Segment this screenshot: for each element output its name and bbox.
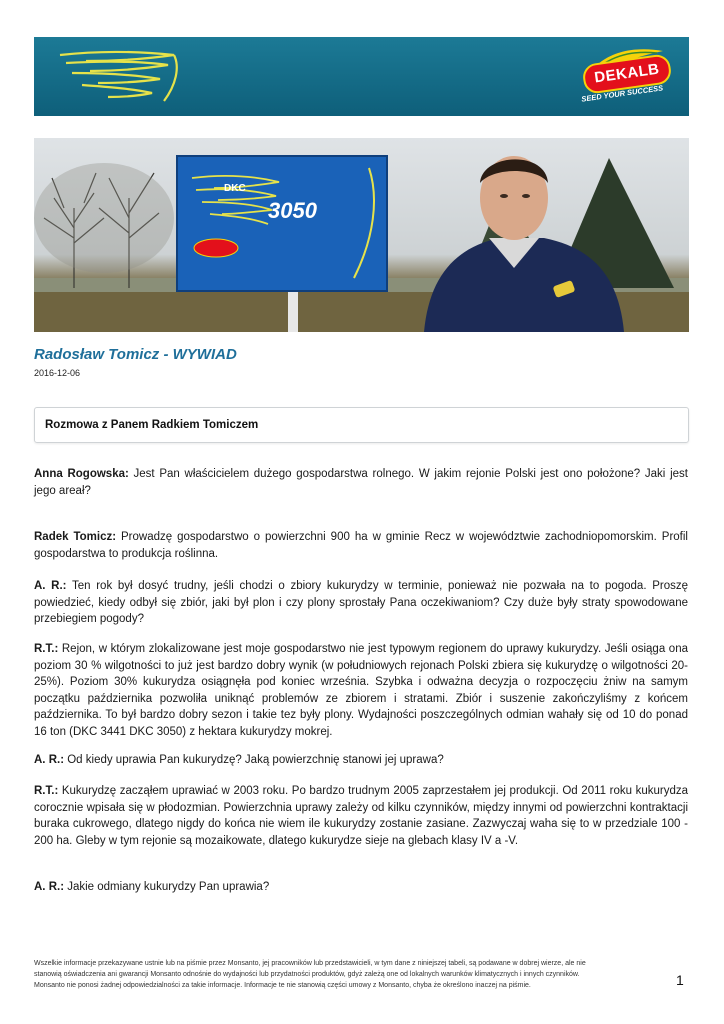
qa-paragraph [34, 641, 688, 740]
dekalb-logo-text: DEKALB [581, 53, 672, 95]
speaker: R.T.: [34, 643, 59, 655]
photo-illustration [34, 138, 689, 332]
sign-label: DKC [224, 183, 246, 194]
qa-paragraph [34, 529, 688, 562]
article-title: Radosław Tomicz - WYWIAD [34, 346, 237, 363]
qa-paragraph [34, 578, 688, 628]
qa-text: Jest Pan właścicielem dużego gospodarstwa rolnego. W jakim rejonie Polski jest ono położone? Jaki jest jego areał? [34, 468, 688, 497]
disclaimer-line: Monsanto nie ponosi żadnej odpowiedzialności za takie informacje. Informacje te nie stanowią części umowy z Monsanto, chyba że określono inaczej na piśmie. [34, 982, 531, 989]
speaker: Anna Rogowska: [34, 468, 129, 480]
qa-paragraph [34, 752, 688, 769]
disclaimer-line: stanowią oświadczenia ani gwarancji Monsanto odnośnie do wydajności lub przydatności produktów, gdyż zależą one od lokalnych warunków klimatycznych i innych czynników. [34, 971, 580, 978]
dekalb-logo[interactable] [577, 45, 677, 107]
disclaimer-footer [34, 958, 654, 991]
wing-logo-icon [56, 45, 186, 107]
speaker: Radek Tomicz: [34, 531, 117, 543]
subtitle-box [34, 407, 689, 443]
qa-text: Jakie odmiany kukurydzy Pan uprawia? [64, 881, 270, 893]
article-date: 2016-12-06 [34, 368, 81, 378]
speaker: A. R.: [34, 580, 67, 592]
page-number: 1 [676, 972, 684, 988]
article-subtitle: Rozmowa z Panem Radkiem Tomiczem [45, 419, 259, 431]
qa-text: Ten rok był dosyć trudny, jeśli chodzi o zbiory kukurydzy w terminie, ponieważ nie pozwała na to pogoda. Proszę powiedzieć, kiedy odbył się zbiór, jaki był plon i czy plony sprostały Pana oczekiwaniom? Czy duże były straty spowodowane przebiegiem pogody? [34, 580, 688, 625]
disclaimer-line: Wszelkie informacje przekazywane ustnie lub na piśmie przez Monsanto, jej pracowników lub przedstawicieli, w tym dane z niniejszej tabeli, są podawane w dobrej wierze, ale nie [34, 960, 586, 967]
qa-text: Kukurydzę zacząłem uprawiać w 2003 roku. Po bardzo trudnym 2005 zaprzestałem jej produkcji. Od 2011 roku kukurydza corocznie wpisała się w płodozmian. Powierzchnia uprawy zależy od kilku czynników, między innymi od powierzchni kontraktacji buraka cukrowego, dlatego nigdy do końca nie wiem ile kukurydzy zostanie zasiane. Zazwyczaj waha się to w przedziale 100 - 200 ha. Gleby w tym rejonie są mozaikowate, dlatego kukurydze sieje na glebach klasy IV a -V. [34, 785, 688, 847]
qa-paragraph [34, 466, 688, 499]
qa-text: Od kiedy uprawia Pan kukurydzę? Jaką powierzchnię stanowi jej uprawa? [64, 754, 444, 766]
header-banner [34, 37, 689, 116]
sign-number: 3050 [268, 198, 317, 223]
qa-paragraph [34, 879, 688, 896]
qa-text: Prowadzę gospodarstwo o powierzchni 900 ha w gminie Recz w województwie zachodniopomorskim. Profil gospodarstwa to produkcja roślinna. [34, 531, 688, 560]
speaker: R.T.: [34, 785, 59, 797]
speaker: A. R.: [34, 881, 65, 893]
logo-tagline: SEED YOUR SUCCESS [580, 83, 664, 104]
qa-text: Rejon, w którym zlokalizowane jest moje gospodarstwo nie jest typowym regionem do uprawy kukurydzy. Jeśli osiąga ona poziom 30 % wilgotności to już jest bardzo dobry wynik (w południowych rejonach Polski zbiera się kukurydzę o wilgotności 20-25%). Poziom 30% kukurydza osiągnęła pod koniec września. Szybka i odważna decyzja o rozpoczęciu żniw na samym początku października pozwoliła uniknąć problemów ze zbiorem i stratami. Zbiór i suszenie zakończyliśmy z końcem października. To był bardzo dobry sezon i takie tez były plony. Wydajności poszczególnych odmian wahały się od 10 do ponad 16 ton (DKC 3441 DKC 3050) z hektara kukurydzy mokrej. [34, 643, 688, 738]
speaker: A. R.: [34, 754, 65, 766]
header-photo [34, 138, 689, 332]
qa-paragraph [34, 783, 688, 849]
